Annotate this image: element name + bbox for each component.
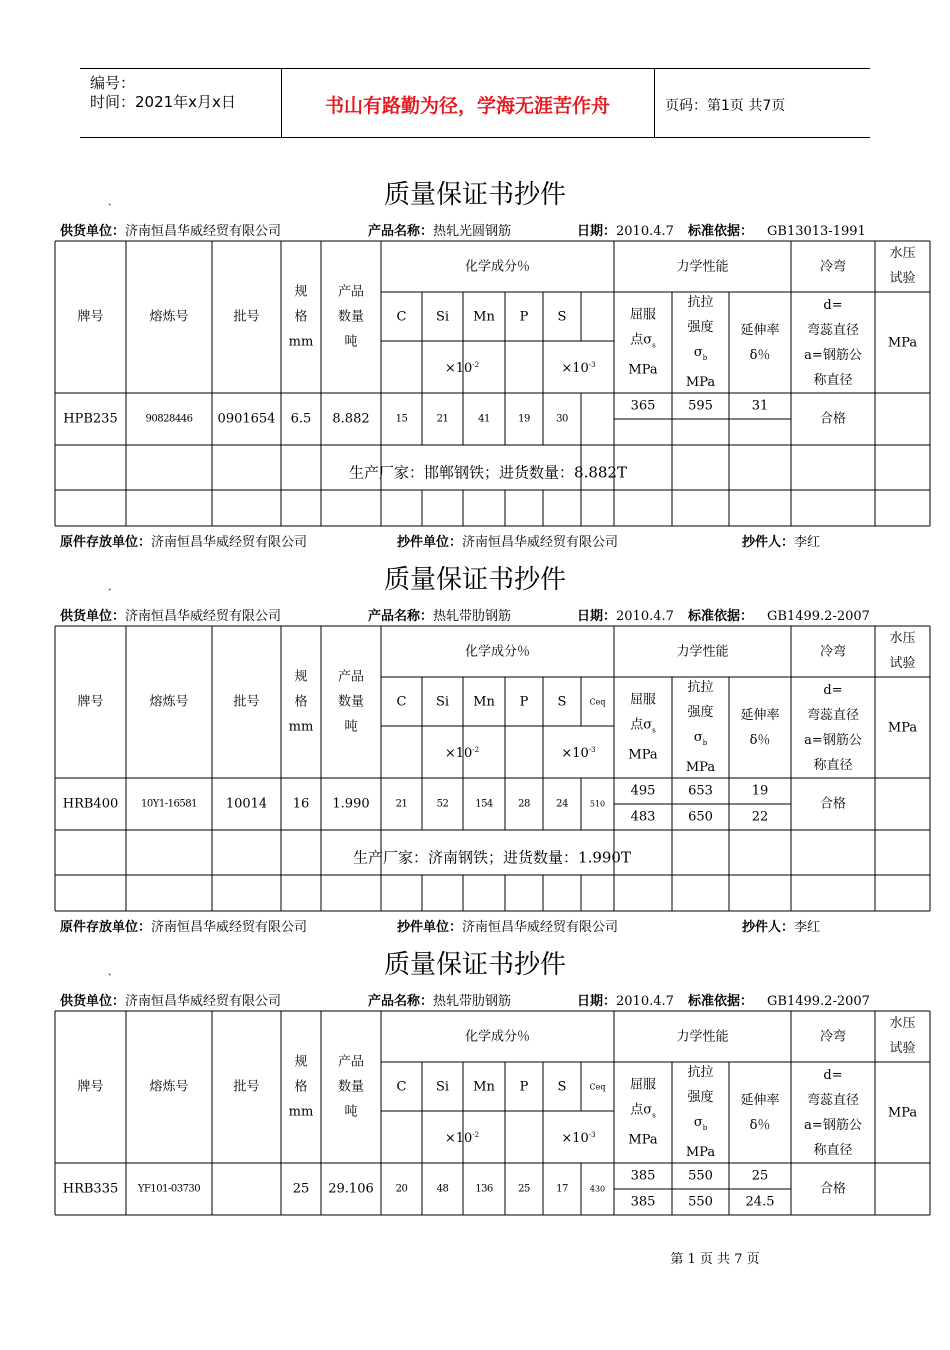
header-elongation: 延伸率 δ％ bbox=[740, 1092, 780, 1133]
header-c: C bbox=[396, 694, 407, 709]
standard-field-value: GB1499.2-2007 bbox=[767, 994, 870, 1009]
header-text-line: 规 bbox=[294, 669, 308, 685]
cell-yield: 495 bbox=[630, 783, 656, 799]
header-spec bbox=[289, 280, 314, 355]
header-text-line: 产品 bbox=[337, 284, 365, 300]
header-tensile: 抗拉 强度 $\sigma_b$ MPa bbox=[685, 1064, 716, 1161]
date-field-value: 2010.4.7 bbox=[616, 609, 674, 624]
standard-field-label: 标准依据： bbox=[688, 609, 754, 624]
header-exp-3: $\times 10^{-3}$ bbox=[561, 360, 596, 377]
header-grade: 牌号 bbox=[77, 694, 104, 710]
header-heat-number: 熔炼号 bbox=[149, 694, 189, 710]
cell-heat-number: 10Y1-16581 bbox=[141, 798, 197, 810]
cell-s: 24 bbox=[556, 798, 568, 810]
header-text-line: 产品 bbox=[337, 1054, 365, 1070]
cell-s: 17 bbox=[556, 1183, 568, 1195]
supplier-field-label: 供货单位： bbox=[60, 609, 126, 624]
supplier-field-label: 供货单位： bbox=[60, 994, 126, 1009]
copy-unit-field bbox=[397, 916, 618, 935]
copier-field bbox=[742, 916, 820, 935]
header-exp-2: $\times 10^{-2}$ bbox=[444, 360, 480, 377]
header-mechanical: 力学性能 bbox=[676, 259, 729, 274]
header-mechanical: 力学性能 bbox=[676, 1029, 729, 1044]
cell-grade: HPB235 bbox=[63, 411, 118, 427]
cell-quantity: 29.106 bbox=[328, 1181, 374, 1197]
certificate-section bbox=[0, 180, 950, 580]
cell-p: 25 bbox=[518, 1183, 530, 1195]
copy-unit-field-value: 济南恒昌华威经贸有限公司 bbox=[462, 535, 619, 550]
header-yield: 屈服 点$\sigma_s$ MPa bbox=[628, 1077, 658, 1148]
date-field-label: 日期： bbox=[577, 224, 617, 239]
cell-c: 15 bbox=[395, 413, 408, 425]
header-mn: Mn bbox=[473, 1079, 495, 1094]
header-exp-3: $\times 10^{-3}$ bbox=[561, 745, 596, 762]
header-spec bbox=[289, 665, 314, 740]
product-field-value: 热轧带肋钢筋 bbox=[433, 609, 512, 624]
cell-quantity: 8.882 bbox=[332, 411, 370, 427]
header-water-test bbox=[889, 241, 915, 291]
cell-ceq: 510 bbox=[589, 799, 606, 809]
product-field-label: 产品名称： bbox=[368, 224, 434, 239]
original-store-field-label: 原件存放单位： bbox=[60, 920, 152, 935]
header-yield: 屈服 点$\sigma_s$ MPa bbox=[628, 307, 658, 378]
cell-heat-number: 90828446 bbox=[145, 413, 193, 425]
cell-p: 19 bbox=[518, 413, 530, 425]
header-p: P bbox=[519, 1079, 529, 1094]
original-store-field bbox=[60, 531, 307, 550]
cell-c: 21 bbox=[395, 798, 408, 810]
header-text-line: mm bbox=[288, 719, 314, 735]
header-text-line: 数量 bbox=[337, 309, 365, 325]
header-bend-desc: d= 弯蕊直径 a=钢筋公 称直径 bbox=[804, 682, 862, 773]
cell-cold-bend: 合格 bbox=[819, 1181, 847, 1197]
original-store-field bbox=[60, 916, 307, 935]
header-water-unit: MPa bbox=[887, 720, 918, 735]
cell-si: 48 bbox=[436, 1183, 449, 1195]
cell-elongation: 19 bbox=[751, 783, 769, 799]
page-header bbox=[80, 68, 870, 138]
cell-yield: 483 bbox=[630, 809, 656, 825]
cell-heat-number: YF101-03730 bbox=[137, 1183, 201, 1195]
cell-ceq: 430 bbox=[589, 1184, 606, 1194]
header-yield: 屈服 点$\sigma_s$ MPa bbox=[628, 692, 658, 763]
header-quantity bbox=[338, 665, 364, 740]
cell-spec: 6.5 bbox=[290, 411, 312, 427]
cell-grade: HRB400 bbox=[62, 796, 119, 812]
cell-si: 52 bbox=[436, 798, 449, 810]
header-text-line: 吨 bbox=[344, 719, 358, 735]
header-text-line: 水压 bbox=[889, 246, 916, 261]
cell-p: 28 bbox=[518, 798, 530, 810]
header-s: S bbox=[557, 309, 567, 324]
original-store-field-value: 济南恒昌华威经贸有限公司 bbox=[151, 535, 308, 550]
header-text-line: 试验 bbox=[889, 656, 916, 671]
header-c: C bbox=[396, 309, 407, 324]
header-chemical: 化学成分％ bbox=[464, 644, 531, 659]
header-divider bbox=[654, 69, 655, 137]
header-text-line: 产品 bbox=[337, 669, 365, 685]
cell-yield: 385 bbox=[630, 1168, 656, 1184]
product-field-value: 热轧带肋钢筋 bbox=[433, 994, 512, 1009]
cell-tensile: 653 bbox=[688, 783, 713, 799]
date-field-value: 2010.4.7 bbox=[616, 224, 674, 239]
cell-elongation: 24.5 bbox=[745, 1194, 775, 1210]
header-grade: 牌号 bbox=[77, 1079, 104, 1095]
header-ceq: Ceq bbox=[589, 697, 606, 706]
page-footer: 第 1 页 共 7 页 bbox=[670, 1252, 760, 1267]
cell-batch-number: 10014 bbox=[225, 796, 268, 812]
header-text-line: 吨 bbox=[344, 1104, 358, 1120]
cell-elongation: 25 bbox=[751, 1168, 769, 1184]
supplier-field-value: 济南恒昌华威经贸有限公司 bbox=[125, 609, 282, 624]
header-water-test bbox=[889, 1011, 915, 1061]
copy-unit-field-value: 济南恒昌华威经贸有限公司 bbox=[462, 920, 619, 935]
bullet-mark: • bbox=[108, 972, 112, 979]
header-si: Si bbox=[435, 309, 450, 324]
cell-spec: 16 bbox=[292, 796, 310, 812]
copier-field-value: 李红 bbox=[794, 535, 821, 550]
header-text-line: 数量 bbox=[337, 694, 365, 710]
document-time: 时间：2021年x月x日 bbox=[90, 93, 236, 111]
document-code: 编号： bbox=[90, 74, 136, 92]
header-mechanical: 力学性能 bbox=[676, 644, 729, 659]
product-field-label: 产品名称： bbox=[368, 609, 434, 624]
cell-mn: 136 bbox=[475, 1183, 493, 1195]
header-text-line: 试验 bbox=[889, 1041, 916, 1056]
header-elongation: 延伸率 δ％ bbox=[740, 707, 780, 748]
header-heat-number: 熔炼号 bbox=[149, 1079, 189, 1095]
header-batch-number: 批号 bbox=[233, 309, 260, 325]
supplier-field-value: 济南恒昌华威经贸有限公司 bbox=[125, 224, 282, 239]
header-text-line: 吨 bbox=[344, 334, 358, 350]
header-text-line: mm bbox=[288, 1104, 314, 1120]
copy-unit-field-label: 抄件单位： bbox=[397, 535, 463, 550]
cell-si: 21 bbox=[436, 413, 449, 425]
supplier-field-value: 济南恒昌华威经贸有限公司 bbox=[125, 994, 282, 1009]
cell-mn: 41 bbox=[478, 413, 490, 425]
header-ceq: Ceq bbox=[589, 1082, 606, 1091]
header-chemical: 化学成分％ bbox=[464, 1029, 531, 1044]
certificate-title: 质量保证书抄件 bbox=[383, 180, 566, 210]
header-si: Si bbox=[435, 1079, 450, 1094]
header-water-test bbox=[889, 626, 915, 676]
header-text-line: 格 bbox=[294, 1079, 308, 1095]
cell-tensile: 595 bbox=[688, 398, 713, 414]
copier-field bbox=[742, 531, 820, 550]
supplier-field-label: 供货单位： bbox=[60, 224, 126, 239]
header-text-line: 水压 bbox=[889, 1016, 916, 1031]
header-s: S bbox=[557, 1079, 567, 1094]
standard-field-label: 标准依据： bbox=[688, 994, 754, 1009]
copy-unit-field bbox=[397, 531, 618, 550]
product-field-value: 热轧光圆钢筋 bbox=[433, 224, 512, 239]
header-cold-bend: 冷弯 bbox=[819, 259, 847, 274]
header-tensile: 抗拉 强度 $\sigma_b$ MPa bbox=[685, 294, 716, 391]
header-motto: 书山有路勤为径，学海无涯苦作舟 bbox=[324, 95, 610, 117]
copier-field-label: 抄件人： bbox=[742, 535, 795, 550]
header-text-line: mm bbox=[288, 334, 314, 350]
header-text-line: 格 bbox=[294, 694, 308, 710]
supplier-note: 生产厂家：邯郸钢铁；进货数量：8.882T bbox=[349, 463, 627, 481]
cell-c: 20 bbox=[395, 1183, 408, 1195]
header-exp-2: $\times 10^{-2}$ bbox=[444, 1130, 480, 1147]
header-tensile: 抗拉 强度 $\sigma_b$ MPa bbox=[685, 679, 716, 776]
product-field-label: 产品名称： bbox=[368, 994, 434, 1009]
header-water-unit: MPa bbox=[887, 1105, 918, 1120]
header-text-line: 数量 bbox=[337, 1079, 365, 1095]
header-text-line: 水压 bbox=[889, 631, 916, 646]
header-bend-desc: d= 弯蕊直径 a=钢筋公 称直径 bbox=[804, 1067, 862, 1158]
header-exp-2: $\times 10^{-2}$ bbox=[444, 745, 480, 762]
cell-cold-bend: 合格 bbox=[819, 796, 847, 812]
header-water-unit: MPa bbox=[887, 335, 918, 350]
cell-tensile: 550 bbox=[688, 1194, 713, 1210]
header-si: Si bbox=[435, 694, 450, 709]
standard-field-value: GB1499.2-2007 bbox=[767, 609, 870, 624]
copier-field-label: 抄件人： bbox=[742, 920, 795, 935]
cell-yield: 385 bbox=[630, 1194, 656, 1210]
header-batch-number: 批号 bbox=[233, 1079, 260, 1095]
header-text-line: 规 bbox=[294, 1054, 308, 1070]
header-text-line: 试验 bbox=[889, 271, 916, 286]
date-field-label: 日期： bbox=[577, 994, 617, 1009]
cell-elongation: 22 bbox=[751, 809, 769, 825]
original-store-field-label: 原件存放单位： bbox=[60, 535, 152, 550]
header-text-line: 规 bbox=[294, 284, 308, 300]
cell-s: 30 bbox=[556, 413, 568, 425]
header-batch-number: 批号 bbox=[233, 694, 260, 710]
header-p: P bbox=[519, 694, 529, 709]
header-exp-3: $\times 10^{-3}$ bbox=[561, 1130, 596, 1147]
original-store-field-value: 济南恒昌华威经贸有限公司 bbox=[151, 920, 308, 935]
cell-elongation: 31 bbox=[751, 398, 769, 414]
cell-mn: 154 bbox=[475, 798, 493, 810]
copy-unit-field-label: 抄件单位： bbox=[397, 920, 463, 935]
standard-field-value: GB13013-1991 bbox=[767, 224, 866, 239]
header-grade: 牌号 bbox=[77, 309, 104, 325]
header-p: P bbox=[519, 309, 529, 324]
header-page-number: 页码：第1页 共7页 bbox=[665, 98, 786, 114]
bullet-mark: • bbox=[108, 202, 112, 209]
cell-tensile: 550 bbox=[688, 1168, 713, 1184]
header-mn: Mn bbox=[473, 694, 495, 709]
certificate-section bbox=[0, 950, 950, 1350]
header-mn: Mn bbox=[473, 309, 495, 324]
cell-spec: 25 bbox=[292, 1181, 310, 1197]
header-elongation: 延伸率 δ％ bbox=[740, 322, 780, 363]
header-cold-bend: 冷弯 bbox=[819, 644, 847, 659]
certificate-title: 质量保证书抄件 bbox=[383, 950, 566, 980]
certificate-section bbox=[0, 565, 950, 965]
date-field-label: 日期： bbox=[577, 609, 617, 624]
cell-quantity: 1.990 bbox=[332, 796, 370, 812]
header-text-line: 格 bbox=[294, 309, 308, 325]
header-heat-number: 熔炼号 bbox=[149, 309, 189, 325]
header-quantity bbox=[338, 1050, 364, 1125]
cell-batch-number: 0901654 bbox=[217, 411, 276, 427]
header-bend-desc: d= 弯蕊直径 a=钢筋公 称直径 bbox=[804, 297, 862, 388]
certificate-title: 质量保证书抄件 bbox=[383, 565, 566, 595]
cell-cold-bend: 合格 bbox=[819, 411, 847, 427]
header-spec bbox=[289, 1050, 314, 1125]
date-field-value: 2010.4.7 bbox=[616, 994, 674, 1009]
header-c: C bbox=[396, 1079, 407, 1094]
supplier-note: 生产厂家：济南钢铁；进货数量：1.990T bbox=[353, 848, 631, 866]
header-cold-bend: 冷弯 bbox=[819, 1029, 847, 1044]
standard-field-label: 标准依据： bbox=[688, 224, 754, 239]
copier-field-value: 李红 bbox=[794, 920, 821, 935]
cell-tensile: 650 bbox=[688, 809, 713, 825]
header-s: S bbox=[557, 694, 567, 709]
header-chemical: 化学成分％ bbox=[464, 259, 531, 274]
bullet-mark: • bbox=[108, 587, 112, 594]
cell-grade: HRB335 bbox=[62, 1181, 119, 1197]
cell-yield: 365 bbox=[630, 398, 656, 414]
header-quantity bbox=[338, 280, 364, 355]
